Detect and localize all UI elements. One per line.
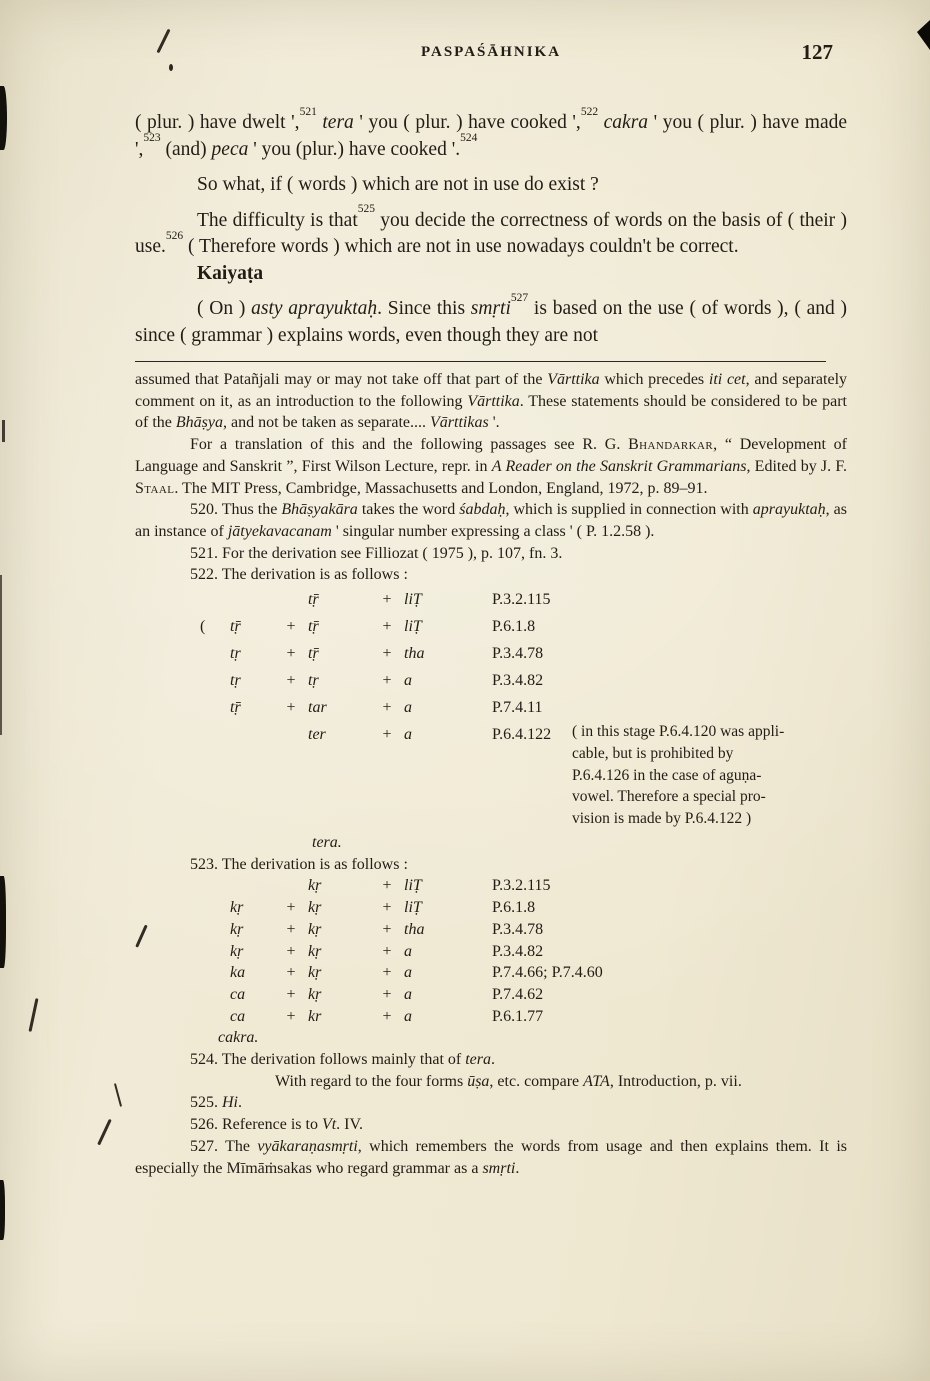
paragraph-difficulty (135, 203, 847, 261)
deriv-form: tṝ (308, 591, 319, 609)
footnote-separator (135, 361, 826, 362)
plus-operator: + (382, 942, 392, 960)
footnote-526 (135, 1114, 847, 1136)
text-run: , etc. compare (489, 1072, 584, 1090)
footnote-524 (135, 1049, 847, 1071)
text-run: (and) (160, 138, 212, 160)
scan-artifact-left-edge (2, 420, 5, 442)
plus-operator: + (382, 726, 392, 744)
deriv-form: a (404, 726, 412, 744)
italic-term: ATA (583, 1072, 610, 1090)
plus-operator: + (382, 964, 392, 982)
text-run: , Edited by J. F. (746, 457, 848, 475)
rule-reference: P.3.2.115 (492, 591, 551, 609)
italic-term: aprayuktaḥ (752, 501, 826, 519)
footnote-523-intro: 523. The derivation is as follows : (190, 855, 408, 873)
section-heading-kaiyata: Kaiyaṭa (197, 262, 264, 284)
text-run: '. (488, 414, 500, 432)
derivation-523-result: cakra. (218, 1029, 259, 1047)
deriv-form: kṛ (308, 942, 322, 960)
deriv-form: kṛ (230, 899, 244, 917)
text-run: 520. Thus the (190, 501, 282, 519)
deriv-form: kr (308, 1007, 322, 1025)
italic-term: Bhāṣyakāra (281, 501, 358, 519)
plus-operator: + (382, 672, 392, 690)
plus-operator: + (286, 985, 296, 1003)
rule-reference: P.3.4.82 (492, 672, 544, 690)
deriv-form: kṛ (230, 920, 244, 938)
deriv-paren: ( (200, 618, 206, 636)
deriv-form: tar (308, 699, 327, 717)
text-run: . These statements should be considered to be part of the (135, 392, 848, 432)
italic-term: jātyekavacanam (227, 522, 332, 540)
deriv-form: tṝ (308, 645, 319, 663)
italic-term: tera (465, 1051, 491, 1069)
deriv-paren (200, 897, 216, 919)
italic-term: iti cet (708, 371, 746, 388)
deriv-form (216, 721, 274, 748)
pen-mark (114, 1083, 122, 1107)
italic-term: Vārttika (547, 371, 600, 388)
deriv-paren (200, 586, 216, 613)
text-run: ' you ( plur. ) have cooked ', (353, 112, 581, 133)
deriv-form: a (404, 1007, 412, 1025)
plus-operator (274, 586, 308, 613)
text-run: . Since this (377, 298, 471, 319)
italic-term: cakra (603, 112, 649, 133)
scan-artifact-left-edge (0, 1180, 5, 1240)
derivation-note-line: vowel. Therefore a special pro- (572, 788, 766, 806)
main-text (135, 105, 848, 349)
scan-artifact-left-edge (0, 876, 6, 968)
italic-term: Vārttikas (430, 414, 489, 432)
italic-term: Vt (321, 1116, 337, 1134)
paragraph-so-what: So what, if ( words ) which are not in use do exist ? (197, 174, 599, 195)
rule-reference: P.6.4.122 (492, 726, 552, 744)
footnote-521: 521. For the derivation see Filliozat ( 1975 ), p. 107, fn. 3. (190, 544, 563, 562)
plus-operator: + (382, 645, 392, 663)
deriv-form: tṝ (308, 618, 319, 636)
deriv-form: liṬ (404, 877, 422, 895)
deriv-form: tha (404, 645, 425, 663)
derivation-523 (200, 875, 847, 1049)
footnote-525 (135, 1092, 847, 1114)
text-run: . IV. (336, 1116, 363, 1134)
deriv-form: a (404, 699, 412, 717)
text-run: ' singular number expressing a class ' ( P. 1.2.58 ). (331, 522, 655, 540)
deriv-form: kṛ (230, 942, 244, 960)
footnote-ref: 524 (460, 132, 478, 144)
footnote-520 (135, 499, 847, 542)
derivation-table-523 (200, 875, 847, 1027)
footnote-ref: 523 (143, 132, 161, 144)
footnote-translation-ref (135, 434, 847, 499)
text-run: , and separately comment on it, as an introduction to the following (135, 371, 848, 410)
text-run: 524. The derivation follows mainly that of (190, 1051, 466, 1069)
deriv-form: ca (230, 985, 246, 1003)
deriv-paren (200, 962, 216, 984)
plus-operator: + (382, 877, 392, 895)
plus-operator: + (286, 942, 296, 960)
deriv-form: tha (404, 920, 425, 938)
scan-artifact-corner (917, 20, 930, 50)
text-run: ' you (plur.) have cooked '. (248, 138, 461, 160)
text-run: . (491, 1051, 495, 1069)
italic-term: smṛti (470, 298, 511, 319)
deriv-form: ca (230, 1007, 246, 1025)
italic-term: peca (211, 138, 249, 160)
paragraph-continuation (135, 105, 848, 163)
deriv-form: ter (308, 726, 326, 744)
italic-term: Vārttika (467, 392, 520, 410)
footnote-ref: 527 (510, 291, 529, 304)
plus-operator: + (382, 1007, 392, 1025)
footnote-522-intro: 522. The derivation is as follows : (190, 566, 408, 584)
footnotes-block (135, 369, 847, 1179)
deriv-paren (200, 984, 216, 1006)
deriv-form: ka (230, 964, 246, 982)
plus-operator: + (286, 964, 296, 982)
deriv-form: liṬ (404, 899, 422, 917)
rule-reference: P.7.4.62 (492, 985, 544, 1003)
text-run: With regard to the four forms (275, 1072, 468, 1090)
rule-reference: P.6.1.8 (492, 618, 536, 636)
text-run: takes the word (357, 501, 460, 519)
footnote-ref: 525 (357, 203, 375, 215)
deriv-form: a (404, 985, 412, 1003)
italic-term: smṛti (482, 1159, 516, 1177)
plus-operator: + (382, 899, 392, 917)
deriv-paren (200, 667, 216, 694)
plus-operator: + (286, 899, 296, 917)
plus-operator: + (286, 672, 296, 690)
plus-operator: + (382, 618, 392, 636)
deriv-paren (200, 941, 216, 963)
derivation-note-line: P.6.4.126 in the case of aguṇa- (572, 766, 762, 784)
derivation-note-line: ( in this stage P.6.4.120 was appli- (572, 723, 785, 741)
rule-reference: P.3.4.82 (492, 942, 544, 960)
italic-term: A Reader on the Sanskrit Grammarians (491, 457, 747, 475)
deriv-form: kṛ (308, 985, 322, 1003)
rule-reference: P.7.4.11 (492, 699, 543, 717)
derivation-note-line: cable, but is prohibited by (572, 744, 734, 762)
rule-reference: P.6.1.8 (492, 899, 536, 917)
plus-operator: + (382, 699, 392, 717)
text-run: , Introduction, p. vii. (609, 1072, 742, 1090)
deriv-form: a (404, 672, 412, 690)
deriv-form: tṛ (230, 672, 241, 690)
text-run: ' you ( plur. ) have made ', (135, 112, 848, 160)
text-run: . The MIT Press, Cambridge, Massachusetts and London, England, 1972, p. 89–91. (174, 479, 708, 497)
running-title: PASPAŚĀHNIKA (420, 44, 562, 60)
deriv-paren (200, 721, 216, 748)
paragraph-kaiyata-text (135, 291, 847, 349)
derivation-522-note (572, 721, 848, 830)
deriv-form (216, 875, 274, 897)
pen-mark (28, 998, 38, 1032)
scan-artifact-left-edge (0, 575, 2, 735)
text-run: is based on the use ( of words ), ( and ) since ( grammar ) explains words, even though they are not (135, 298, 847, 346)
italic-term: asty aprayuktaḥ (251, 298, 378, 319)
deriv-form: kṛ (308, 964, 322, 982)
deriv-form: kṛ (308, 877, 322, 895)
deriv-form: liṬ (404, 591, 422, 609)
plus-operator: + (382, 920, 392, 938)
plus-operator: + (286, 645, 296, 663)
small-caps-name: Bhandarkar (628, 436, 714, 454)
text-run: , which remembers the words from usage and then explains them. It is especially the Mīmāṁsakas who regard grammar as a (135, 1137, 847, 1177)
text-run: . (515, 1159, 520, 1177)
text-run: ( plur. ) have dwelt ', (135, 112, 300, 133)
footnote-continuation (135, 369, 847, 434)
deriv-form: tṝ (230, 699, 241, 717)
plus-operator: + (286, 1007, 296, 1025)
footnote-ref: 522 (580, 105, 599, 118)
text-run: 525. (190, 1094, 222, 1112)
deriv-form: a (404, 964, 412, 982)
plus-operator (274, 721, 308, 748)
plus-operator: + (286, 699, 296, 717)
text-run: ( Therefore words ) which are not in use nowadays couldn't be correct. (183, 236, 739, 257)
derivation-522 (200, 586, 847, 854)
deriv-paren (200, 694, 216, 721)
rule-reference: P.3.4.78 (492, 920, 544, 938)
italic-term: śabdaḥ (459, 501, 506, 519)
text-run: , “ Development of Language and Sanskrit ”, First Wilson Lecture, repr. in (135, 436, 848, 475)
text-run: The difficulty is that (197, 209, 358, 231)
plus-operator (274, 875, 308, 897)
deriv-paren (200, 875, 216, 897)
deriv-form (216, 586, 274, 613)
deriv-paren (200, 919, 216, 941)
text-run: , and not be taken as separate.... (222, 414, 431, 432)
text-run: ( On ) (197, 298, 252, 319)
pen-mark (97, 1119, 111, 1145)
deriv-form: tṛ (308, 672, 319, 690)
text-run: 526. Reference is to (190, 1116, 322, 1134)
page-content (135, 40, 848, 1179)
text-run: 527. The (190, 1137, 258, 1155)
page-number: 127 (801, 40, 833, 64)
text-run: which precedes (599, 371, 709, 388)
rule-reference: P.6.1.77 (492, 1007, 544, 1025)
page-header (135, 40, 847, 72)
derivation-note-line: vision is made by P.6.4.122 ) (572, 810, 752, 828)
plus-operator: + (382, 591, 392, 609)
text-run: assumed that Patañjali may or may not take off that part of the (135, 371, 548, 388)
deriv-paren (200, 1006, 216, 1028)
italic-term: Bhāṣya (175, 414, 223, 432)
deriv-form: tṝ (230, 618, 241, 636)
deriv-form: tṛ (230, 645, 241, 663)
italic-term: ūṣa (467, 1072, 490, 1090)
footnote-ref: 521 (299, 105, 317, 118)
text-run: . (238, 1094, 242, 1112)
scan-artifact-left-edge (0, 86, 7, 150)
text-run: , which is supplied in connection with (505, 501, 753, 519)
italic-term: tera (322, 112, 354, 133)
rule-reference: P.3.2.115 (492, 877, 551, 895)
rule-reference: P.3.4.78 (492, 645, 544, 663)
footnote-524-addendum (135, 1071, 847, 1093)
text-run: For a translation of this and the following passages see R. G. (190, 436, 629, 454)
italic-term: Hi (222, 1094, 238, 1112)
plus-operator: + (286, 618, 296, 636)
small-caps-name: Staal (135, 479, 175, 497)
deriv-form: kṛ (308, 899, 322, 917)
deriv-form: a (404, 942, 412, 960)
text-run: you decide the correctness of words on the basis of ( their ) use. (135, 209, 847, 257)
plus-operator: + (382, 985, 392, 1003)
footnote-527 (135, 1136, 847, 1179)
text-run: , as an instance of (135, 501, 847, 540)
deriv-paren (200, 640, 216, 667)
italic-term: vyākaraṇasmṛti (257, 1137, 358, 1155)
derivation-522-result: tera. (312, 834, 342, 852)
deriv-form: kṛ (308, 920, 322, 938)
plus-operator: + (286, 920, 296, 938)
deriv-form: liṬ (404, 618, 422, 636)
rule-reference: P.7.4.66; P.7.4.60 (492, 964, 603, 982)
footnote-ref: 526 (165, 229, 184, 242)
